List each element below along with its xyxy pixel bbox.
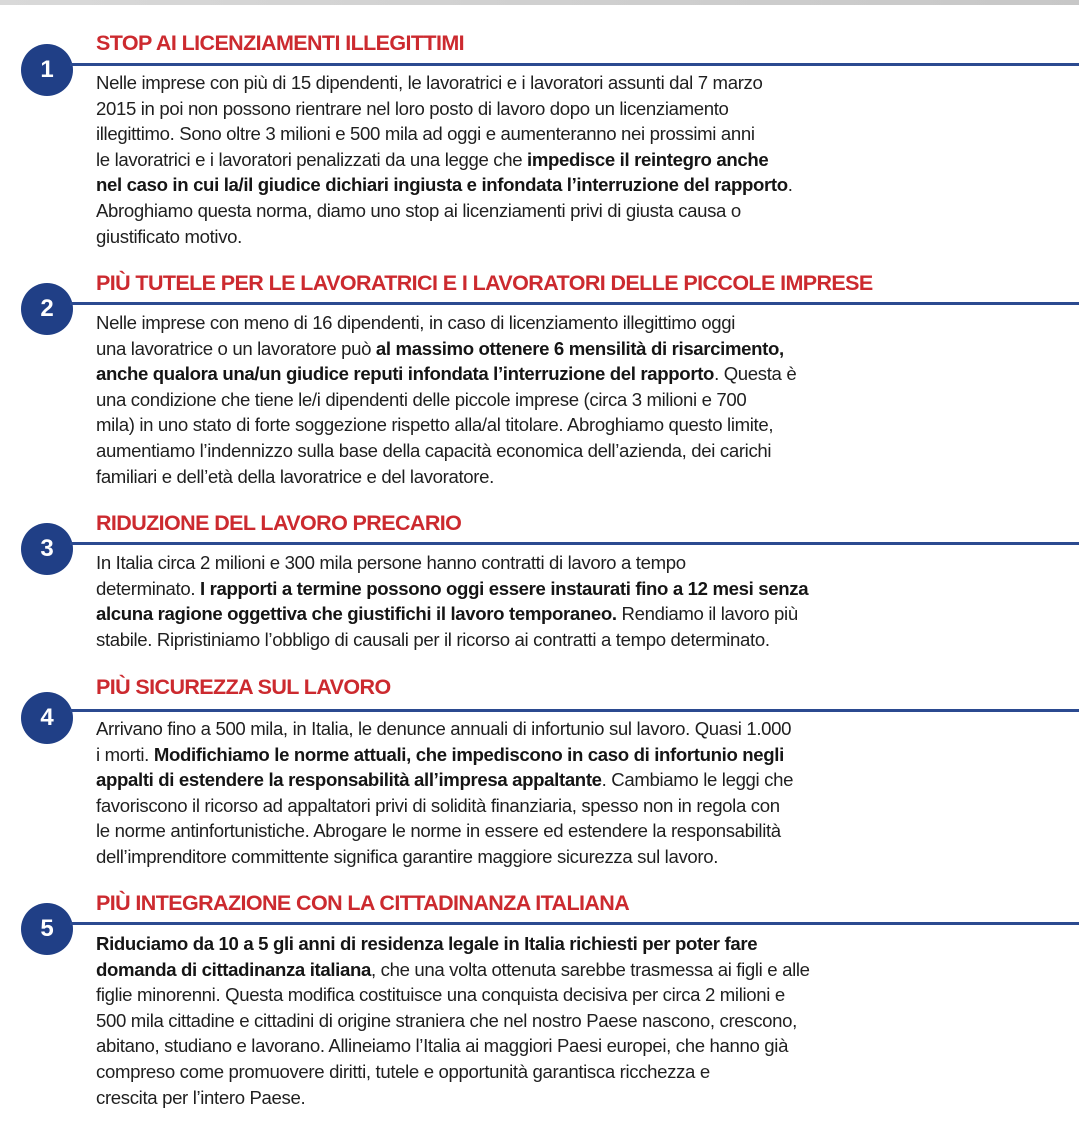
section-divider bbox=[70, 922, 1079, 925]
text-run: , che una volta ottenuta sarebbe trasmessa ai figli e alle bbox=[371, 958, 810, 980]
paragraph-line bbox=[96, 1033, 1071, 1059]
paragraph-line bbox=[96, 576, 1071, 602]
text-run: illegittimo. Sono oltre 3 milioni e 500 mila ad oggi e aumenteranno nei prossimi anni bbox=[96, 123, 755, 145]
paragraph-line bbox=[96, 818, 1071, 844]
section-body bbox=[96, 931, 1071, 1110]
paragraph-line bbox=[96, 550, 1071, 576]
paragraph-line bbox=[96, 438, 1071, 464]
bold-text-run: Modifichiamo le norme attuali, che impediscono in caso di infortunio negli bbox=[153, 743, 784, 765]
text-run: . Cambiamo le leggi che bbox=[601, 769, 794, 791]
text-run: . bbox=[787, 174, 793, 196]
section-body bbox=[96, 550, 1071, 652]
paragraph-line bbox=[96, 1085, 1071, 1111]
section-title: RIDUZIONE DEL LAVORO PRECARIO bbox=[96, 511, 462, 535]
paragraph-line bbox=[96, 844, 1071, 870]
paragraph-line bbox=[96, 767, 1071, 793]
paragraph-line bbox=[96, 742, 1071, 768]
bold-text-run: impedisce il reintegro anche bbox=[527, 148, 769, 170]
text-run: aumentiamo l’indennizzo sulla base della capacità economica dell’azienda, dei carichi bbox=[96, 439, 772, 461]
bold-text-run: Riduciamo da 10 a 5 gli anni di residenza legale in Italia richiesti per poter fare bbox=[96, 933, 758, 954]
bold-text-run: domanda di cittadinanza italiana bbox=[96, 958, 371, 980]
text-run: una condizione che tiene le/i dipendenti delle piccole imprese (circa 3 milioni e 700 bbox=[96, 388, 747, 410]
section-body bbox=[96, 716, 1071, 870]
section-title: PIÙ TUTELE PER LE LAVORATRICI E I LAVORATORI DELLE PICCOLE IMPRESE bbox=[96, 271, 873, 295]
paragraph-line bbox=[96, 96, 1071, 122]
bold-text-run: nel caso in cui la/il giudice dichiari ingiusta e infondata l’interruzione del rapporto bbox=[96, 174, 788, 196]
section-body bbox=[96, 70, 1071, 249]
bold-text-run: appalti di estendere la responsabilità all’impresa appaltante bbox=[96, 769, 602, 791]
text-run: figlie minorenni. Questa modifica costituisce una conquista decisiva per circa 2 milioni e bbox=[96, 984, 785, 1006]
bold-text-run: alcuna ragione oggettiva che giustifichi il lavoro temporaneo. bbox=[96, 603, 617, 625]
text-run: compreso come promuovere diritti, tutele e opportunità garantisca ricchezza e bbox=[96, 1060, 710, 1082]
text-run: 2015 in poi non possono rientrare nel loro posto di lavoro dopo un licenziamento bbox=[96, 97, 729, 119]
paragraph-line bbox=[96, 716, 1071, 742]
paragraph-line bbox=[96, 198, 1071, 224]
text-run: Nelle imprese con più di 15 dipendenti, le lavoratrici e i lavoratori assunti dal 7 marzo bbox=[96, 72, 763, 93]
paragraph-line bbox=[96, 310, 1071, 336]
text-run: le lavoratrici e i lavoratori penalizzati da una legge che bbox=[96, 148, 528, 170]
text-run: abitano, studiano e lavorano. Allineiamo l’Italia ai maggiori Paesi europei, che hanno già bbox=[96, 1035, 789, 1057]
text-run: . Questa è bbox=[714, 363, 797, 385]
section-number-badge: 4 bbox=[21, 692, 73, 744]
paragraph-line bbox=[96, 412, 1071, 438]
text-run: Abroghiamo questa norma, diamo uno stop ai licenziamenti privi di giusta causa o bbox=[96, 199, 741, 221]
text-run: Nelle imprese con meno di 16 dipendenti, in caso di licenziamento illegittimo oggi bbox=[96, 312, 735, 333]
text-run: 500 mila cittadine e cittadini di origine straniera che nel nostro Paese nascono, crescono, bbox=[96, 1009, 797, 1031]
paragraph-line bbox=[96, 387, 1071, 413]
section-divider bbox=[70, 63, 1079, 66]
paragraph-line bbox=[96, 601, 1071, 627]
section-number-badge: 3 bbox=[21, 523, 73, 575]
text-run: determinato. bbox=[96, 577, 200, 599]
text-run: una lavoratrice o un lavoratore può bbox=[96, 337, 376, 359]
text-run: stabile. Ripristiniamo l’obbligo di causali per il ricorso ai contratti a tempo determinato. bbox=[96, 628, 770, 650]
paragraph-line bbox=[96, 361, 1071, 387]
paragraph-line bbox=[96, 1059, 1071, 1085]
paragraph-line bbox=[96, 627, 1071, 653]
paragraph-line bbox=[96, 982, 1071, 1008]
text-run: Rendiamo il lavoro più bbox=[616, 603, 798, 625]
text-run: dell’imprenditore committente significa garantire maggiore sicurezza sul lavoro. bbox=[96, 845, 719, 867]
paragraph-line bbox=[96, 793, 1071, 819]
text-run: le norme antinfortunistiche. Abrogare le norme in essere ed estendere la responsabilità bbox=[96, 820, 781, 842]
paragraph-line bbox=[96, 464, 1071, 490]
text-run: i morti. bbox=[96, 743, 154, 765]
paragraph-line bbox=[96, 224, 1071, 250]
bold-text-run: I rapporti a termine possono oggi essere instaurati fino a 12 mesi senza bbox=[199, 577, 809, 599]
paragraph-line bbox=[96, 336, 1071, 362]
text-run: mila) in uno stato di forte soggezione rispetto alla/al titolare. Abroghiamo questo limite, bbox=[96, 414, 774, 436]
text-run: Arrivano fino a 500 mila, in Italia, le denunce annuali di infortunio sul lavoro. Quasi 1.000 bbox=[96, 718, 792, 739]
section-divider bbox=[70, 302, 1079, 305]
text-run: favoriscono il ricorso ad appaltatori privi di solidità finanziaria, spesso non in regola con bbox=[96, 794, 780, 816]
section-divider bbox=[70, 709, 1079, 712]
section-body bbox=[96, 310, 1071, 489]
bold-text-run: anche qualora una/un giudice reputi infondata l’interruzione del rapporto bbox=[96, 363, 715, 385]
paragraph-line bbox=[96, 70, 1071, 96]
text-run: In Italia circa 2 milioni e 300 mila persone hanno contratti di lavoro a tempo bbox=[96, 552, 686, 573]
paragraph-line bbox=[96, 1008, 1071, 1034]
paragraph-line bbox=[96, 172, 1071, 198]
section-title: STOP AI LICENZIAMENTI ILLEGITTIMI bbox=[96, 31, 464, 55]
text-run: familiari e dell’età della lavoratrice e del lavoratore. bbox=[96, 465, 494, 487]
text-run: giustificato motivo. bbox=[96, 225, 242, 247]
section-title: PIÙ INTEGRAZIONE CON LA CITTADINANZA ITALIANA bbox=[96, 891, 630, 915]
section-number-badge: 1 bbox=[21, 44, 73, 96]
section-title: PIÙ SICUREZZA SUL LAVORO bbox=[96, 675, 391, 699]
bold-text-run: al massimo ottenere 6 mensilità di risarcimento, bbox=[375, 337, 784, 359]
paragraph-line bbox=[96, 931, 1071, 957]
section-number-badge: 5 bbox=[21, 903, 73, 955]
section-number-badge: 2 bbox=[21, 283, 73, 335]
section-divider bbox=[70, 542, 1079, 545]
paragraph-line bbox=[96, 957, 1071, 983]
text-run: crescita per l’intero Paese. bbox=[96, 1086, 306, 1108]
paragraph-line bbox=[96, 147, 1071, 173]
top-edge-bar bbox=[0, 0, 1079, 5]
paragraph-line bbox=[96, 121, 1071, 147]
